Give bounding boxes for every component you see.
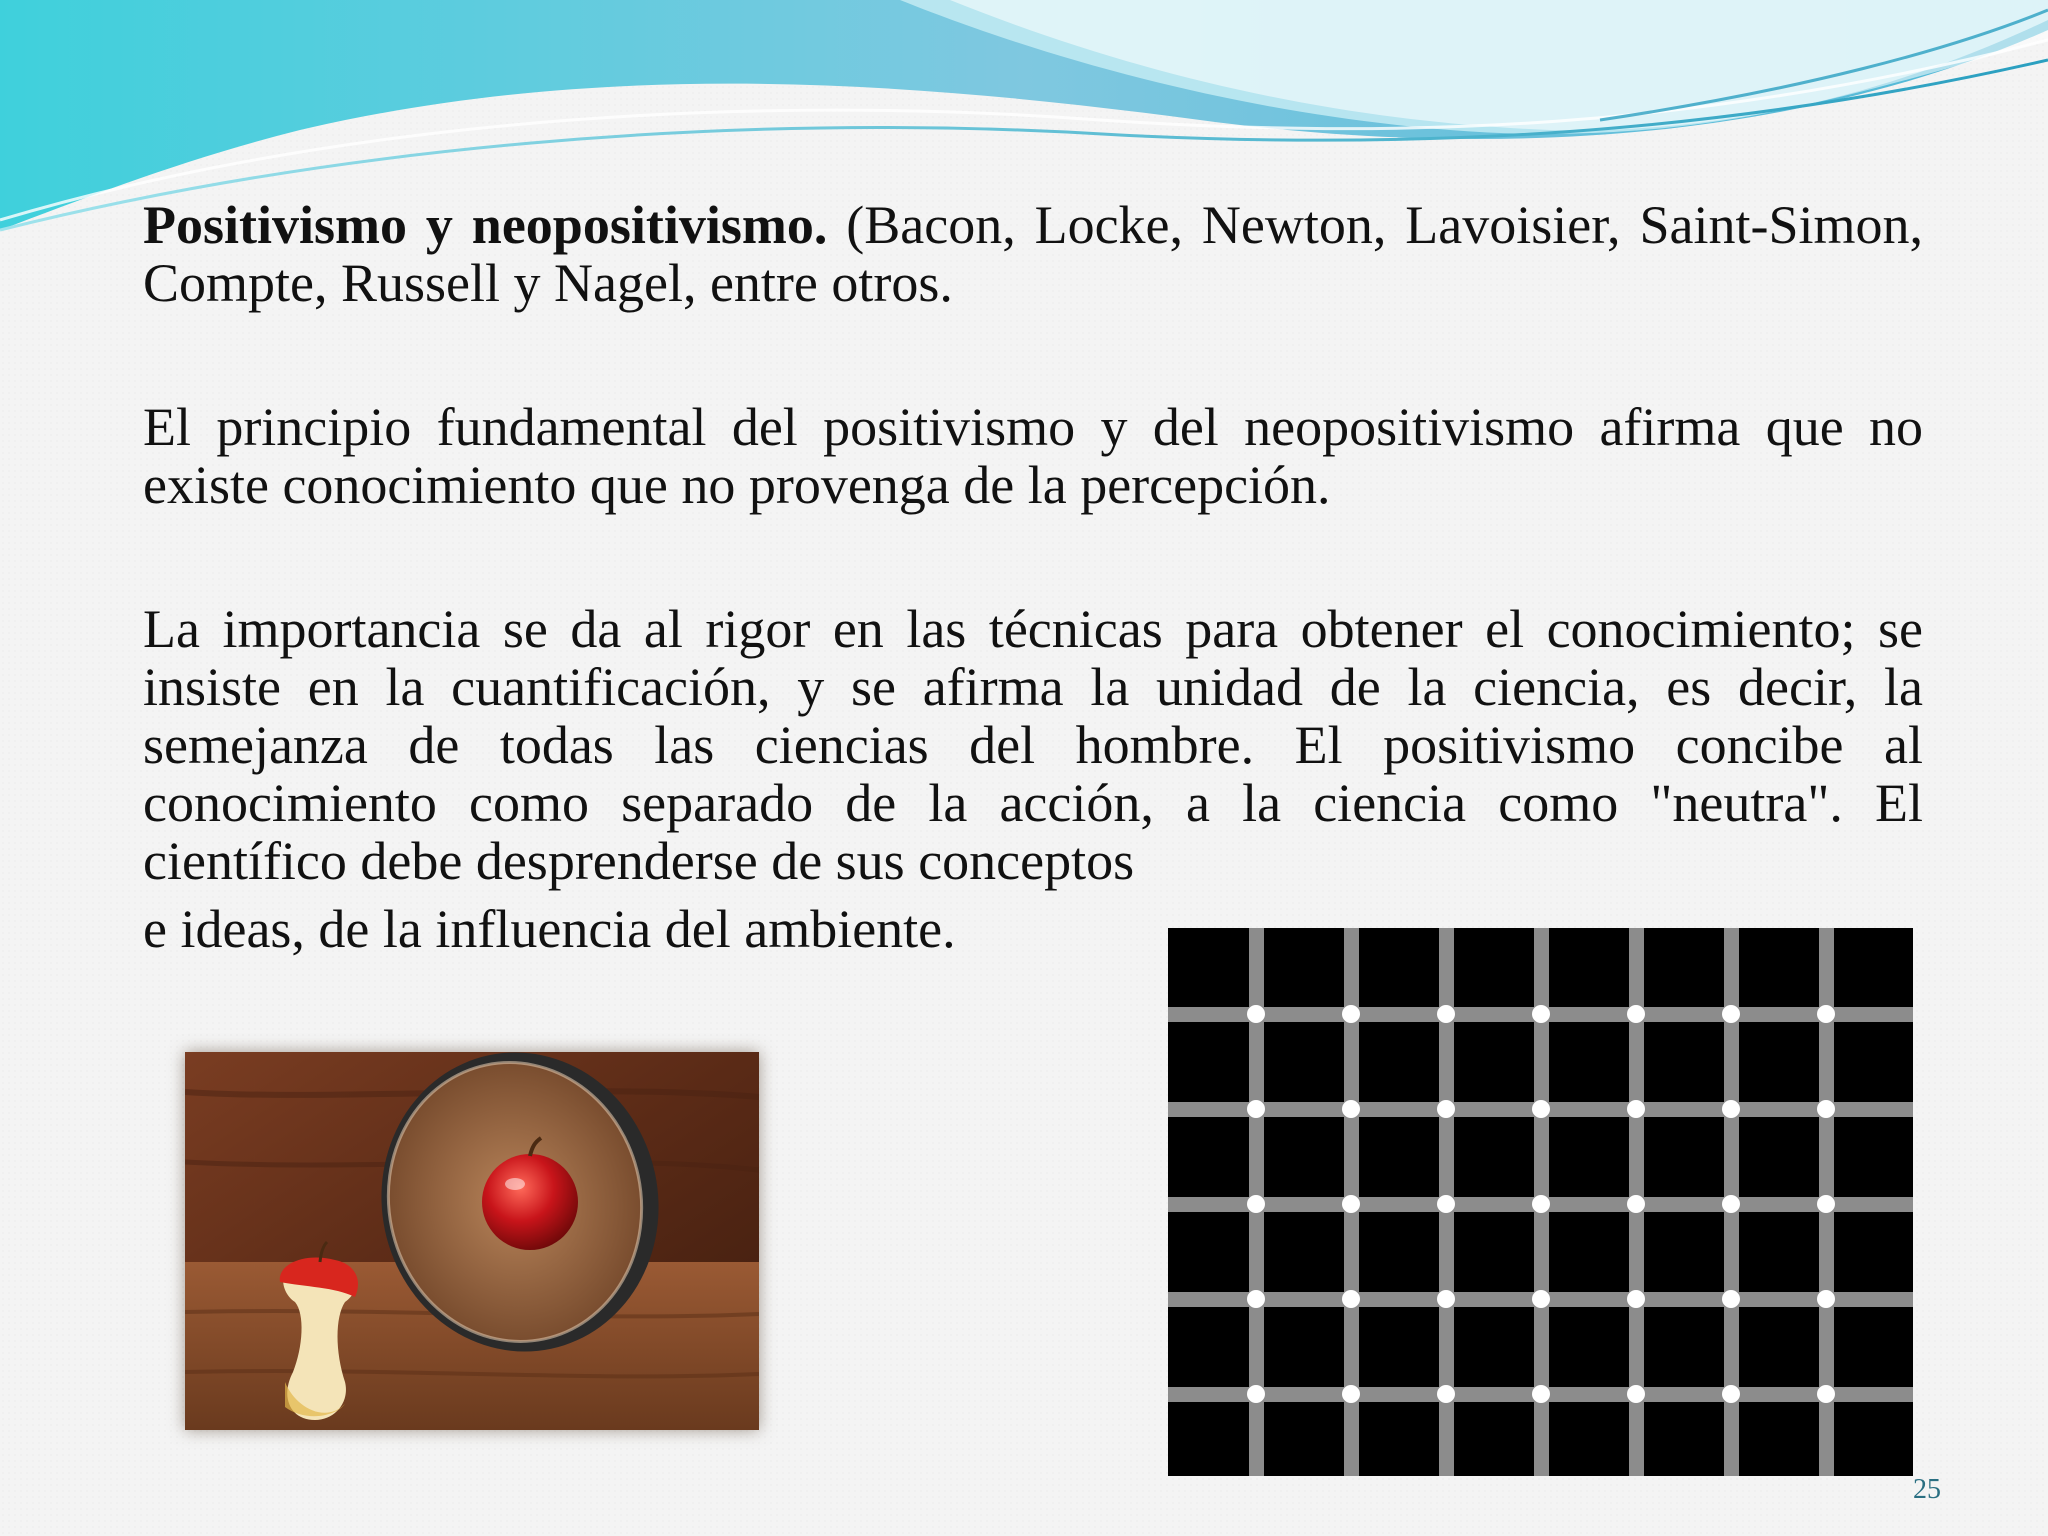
paragraph-importance [143,600,1923,958]
paragraph-bold-title: Positivismo y neopositivismo. [143,195,828,255]
apple-mirror-photo [185,1052,759,1430]
paragraph-authors: (Bacon, Locke, Newton, Lavoisier, Saint-Simon, Compte, Russell y Nagel, entre otros. [143,195,1923,313]
paragraph-title-authors [143,196,1923,312]
paragraph-importance-main: La importancia se da al rigor en las técnicas para obtener el conocimiento; se insiste en la cuantificación, y se afirma la unidad de la ciencia, es decir, la semejanza de todas las ciencias del hombre. El positivismo concibe al conocimiento como separado de la acción, a la ciencia como "neutra". El científico debe desprenderse de sus conceptos [143,599,1923,891]
page-number: 25 [1913,1474,1941,1505]
hermann-grid-illusion [1168,928,1913,1476]
paragraph-principle: El principio fundamental del positivismo y del neopositivismo afirma que no existe conocimiento que no provenga de la percepción. [143,397,1923,515]
paragraph-importance-last-line: e ideas, de la influencia del ambiente. [143,899,956,959]
